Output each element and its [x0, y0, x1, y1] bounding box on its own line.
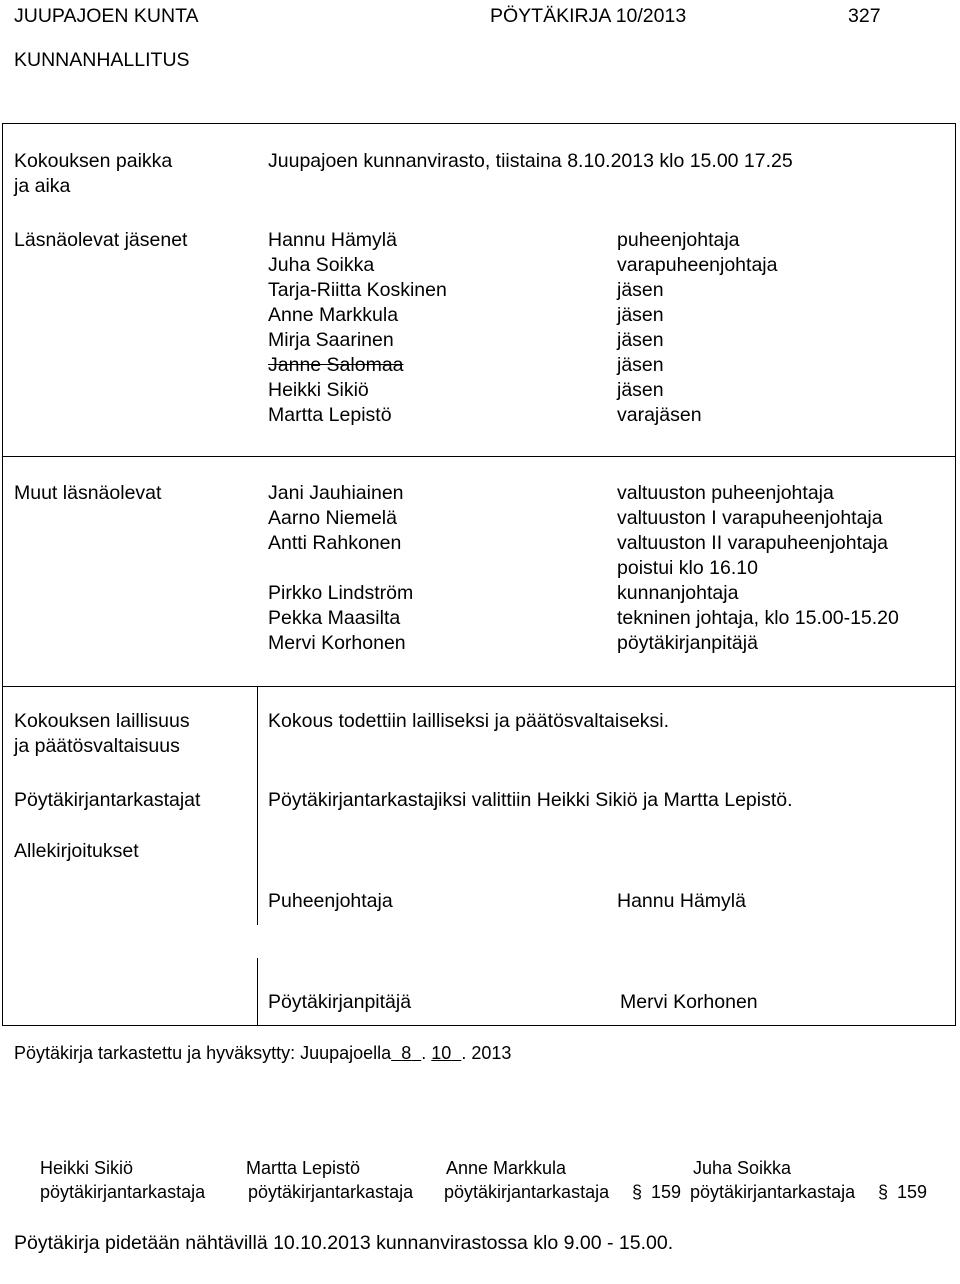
other-role: valtuuston I varapuheenjohtaja: [617, 507, 883, 529]
member-name: Mirja Saarinen: [268, 329, 394, 351]
member-row: [0, 403, 960, 428]
inspector-title: pöytäkirjantarkastaja: [40, 1182, 206, 1202]
legality-label: Kokouksen laillisuus: [14, 710, 190, 732]
secretary-title: Pöytäkirjanpitäjä: [268, 991, 412, 1013]
approval-month: 10: [431, 1043, 452, 1063]
other-row: [0, 531, 960, 556]
member-row: [0, 228, 960, 253]
signature-separator: [257, 958, 258, 1026]
approval-month-gap-2: [451, 1043, 461, 1063]
signatures-label: Allekirjoitukset: [14, 840, 139, 862]
member-role: jäsen: [617, 304, 664, 326]
member-role: jäsen: [617, 329, 664, 351]
member-role: varajäsen: [617, 404, 702, 426]
inspector-name: Martta Lepistö: [246, 1158, 361, 1178]
other-role: pöytäkirjanpitäjä: [617, 632, 758, 654]
member-row: [0, 278, 960, 303]
other-name: Pekka Maasilta: [268, 607, 401, 629]
member-name: Hannu Hämylä: [268, 229, 397, 251]
other-role: valtuuston puheenjohtaja: [617, 482, 834, 504]
checkers-label: Pöytäkirjantarkastajat: [14, 789, 201, 811]
member-name: Juha Soikka: [268, 254, 375, 276]
approval-line: [14, 1041, 511, 1066]
other-row: [0, 581, 960, 606]
member-row: [0, 328, 960, 353]
other-row: [0, 556, 960, 581]
approval-year: . 2013: [461, 1043, 512, 1063]
legality-label-2: ja päätösvaltaisuus: [14, 735, 180, 757]
member-name: Janne Salomaa: [268, 354, 404, 376]
divider-after-meeting: [2, 456, 956, 457]
meeting-place-label: Kokouksen paikka: [14, 150, 173, 172]
members-label: Läsnäolevat jäsenet: [14, 229, 188, 251]
inspector-name: Juha Soikka: [693, 1158, 792, 1178]
inspector-suffix: 159: [897, 1182, 928, 1202]
other-row: [0, 631, 960, 656]
other-row: [0, 481, 960, 506]
legality-value: Kokous todettiin lailliseksi ja päätösvaltaiseksi.: [268, 710, 670, 732]
member-role: puheenjohtaja: [617, 229, 740, 251]
label-column-divider: [257, 686, 258, 925]
member-role: jäsen: [617, 354, 664, 376]
member-name: Tarja-Riitta Koskinen: [268, 279, 447, 301]
checkers-value: Pöytäkirjantarkastajiksi valittiin Heikki Sikiö ja Martta Lepistö.: [268, 789, 793, 811]
inspector-name: Heikki Sikiö: [40, 1158, 134, 1178]
footer-notice: Pöytäkirja pidetään nähtävillä 10.10.2013 kunnanvirastossa klo 9.00 - 15.00.: [14, 1232, 674, 1254]
municipality-name: JUUPAJOEN KUNTA: [14, 5, 199, 27]
member-name: Anne Markkula: [268, 304, 399, 326]
body-name: KUNNANHALLITUS: [14, 49, 190, 71]
approval-day: 8: [401, 1043, 412, 1063]
other-role: poistui klo 16.10: [617, 557, 758, 579]
inspector-suffix: 159: [651, 1182, 682, 1202]
other-name: Jani Jauhiainen: [268, 482, 404, 504]
inspector-title: pöytäkirjantarkastaja: [690, 1182, 856, 1202]
other-name: Pirkko Lindström: [268, 582, 414, 604]
member-role: jäsen: [617, 379, 664, 401]
approval-day-gap-2: [411, 1043, 421, 1063]
other-name: Mervi Korhonen: [268, 632, 406, 654]
other-role: kunnanjohtaja: [617, 582, 739, 604]
other-name: Aarno Niemelä: [268, 507, 397, 529]
member-row: [0, 303, 960, 328]
member-name: Heikki Sikiö: [268, 379, 369, 401]
secretary-name: Mervi Korhonen: [620, 991, 758, 1013]
member-role: jäsen: [617, 279, 664, 301]
member-role: varapuheenjohtaja: [617, 254, 778, 276]
member-row: [0, 353, 960, 378]
document-title: PÖYTÄKIRJA 10/2013: [490, 5, 687, 27]
chair-name: Hannu Hämylä: [617, 890, 746, 912]
approval-day-gap: [391, 1043, 401, 1063]
section-mark-icon: §: [632, 1182, 643, 1202]
section-mark-icon: §: [878, 1182, 889, 1202]
other-role: tekninen johtaja, klo 15.00-15.20: [617, 607, 899, 629]
meeting-place-value: Juupajoen kunnanvirasto, tiistaina 8.10.2013 klo 15.00 17.25: [268, 150, 793, 172]
meeting-place-label-2: ja aika: [14, 175, 71, 197]
approval-sep: .: [421, 1043, 427, 1063]
member-name: Martta Lepistö: [268, 404, 392, 426]
divider-after-others: [2, 686, 956, 687]
page-number: 327: [848, 5, 881, 27]
inspector-name: Anne Markkula: [446, 1158, 567, 1178]
member-row: [0, 378, 960, 403]
other-role: valtuuston II varapuheenjohtaja: [617, 532, 889, 554]
table-top-border: [2, 123, 956, 124]
table-bottom-border: [2, 1025, 956, 1026]
other-name: Antti Rahkonen: [268, 532, 402, 554]
member-row: [0, 253, 960, 278]
inspector-title: pöytäkirjantarkastaja: [248, 1182, 414, 1202]
inspector-title: pöytäkirjantarkastaja: [444, 1182, 610, 1202]
other-row: [0, 506, 960, 531]
approval-prefix: Pöytäkirja tarkastettu ja hyväksytty: Juupajoella: [14, 1043, 392, 1063]
chair-title: Puheenjohtaja: [268, 890, 393, 912]
others-label: Muut läsnäolevat: [14, 482, 162, 504]
other-row: [0, 606, 960, 631]
